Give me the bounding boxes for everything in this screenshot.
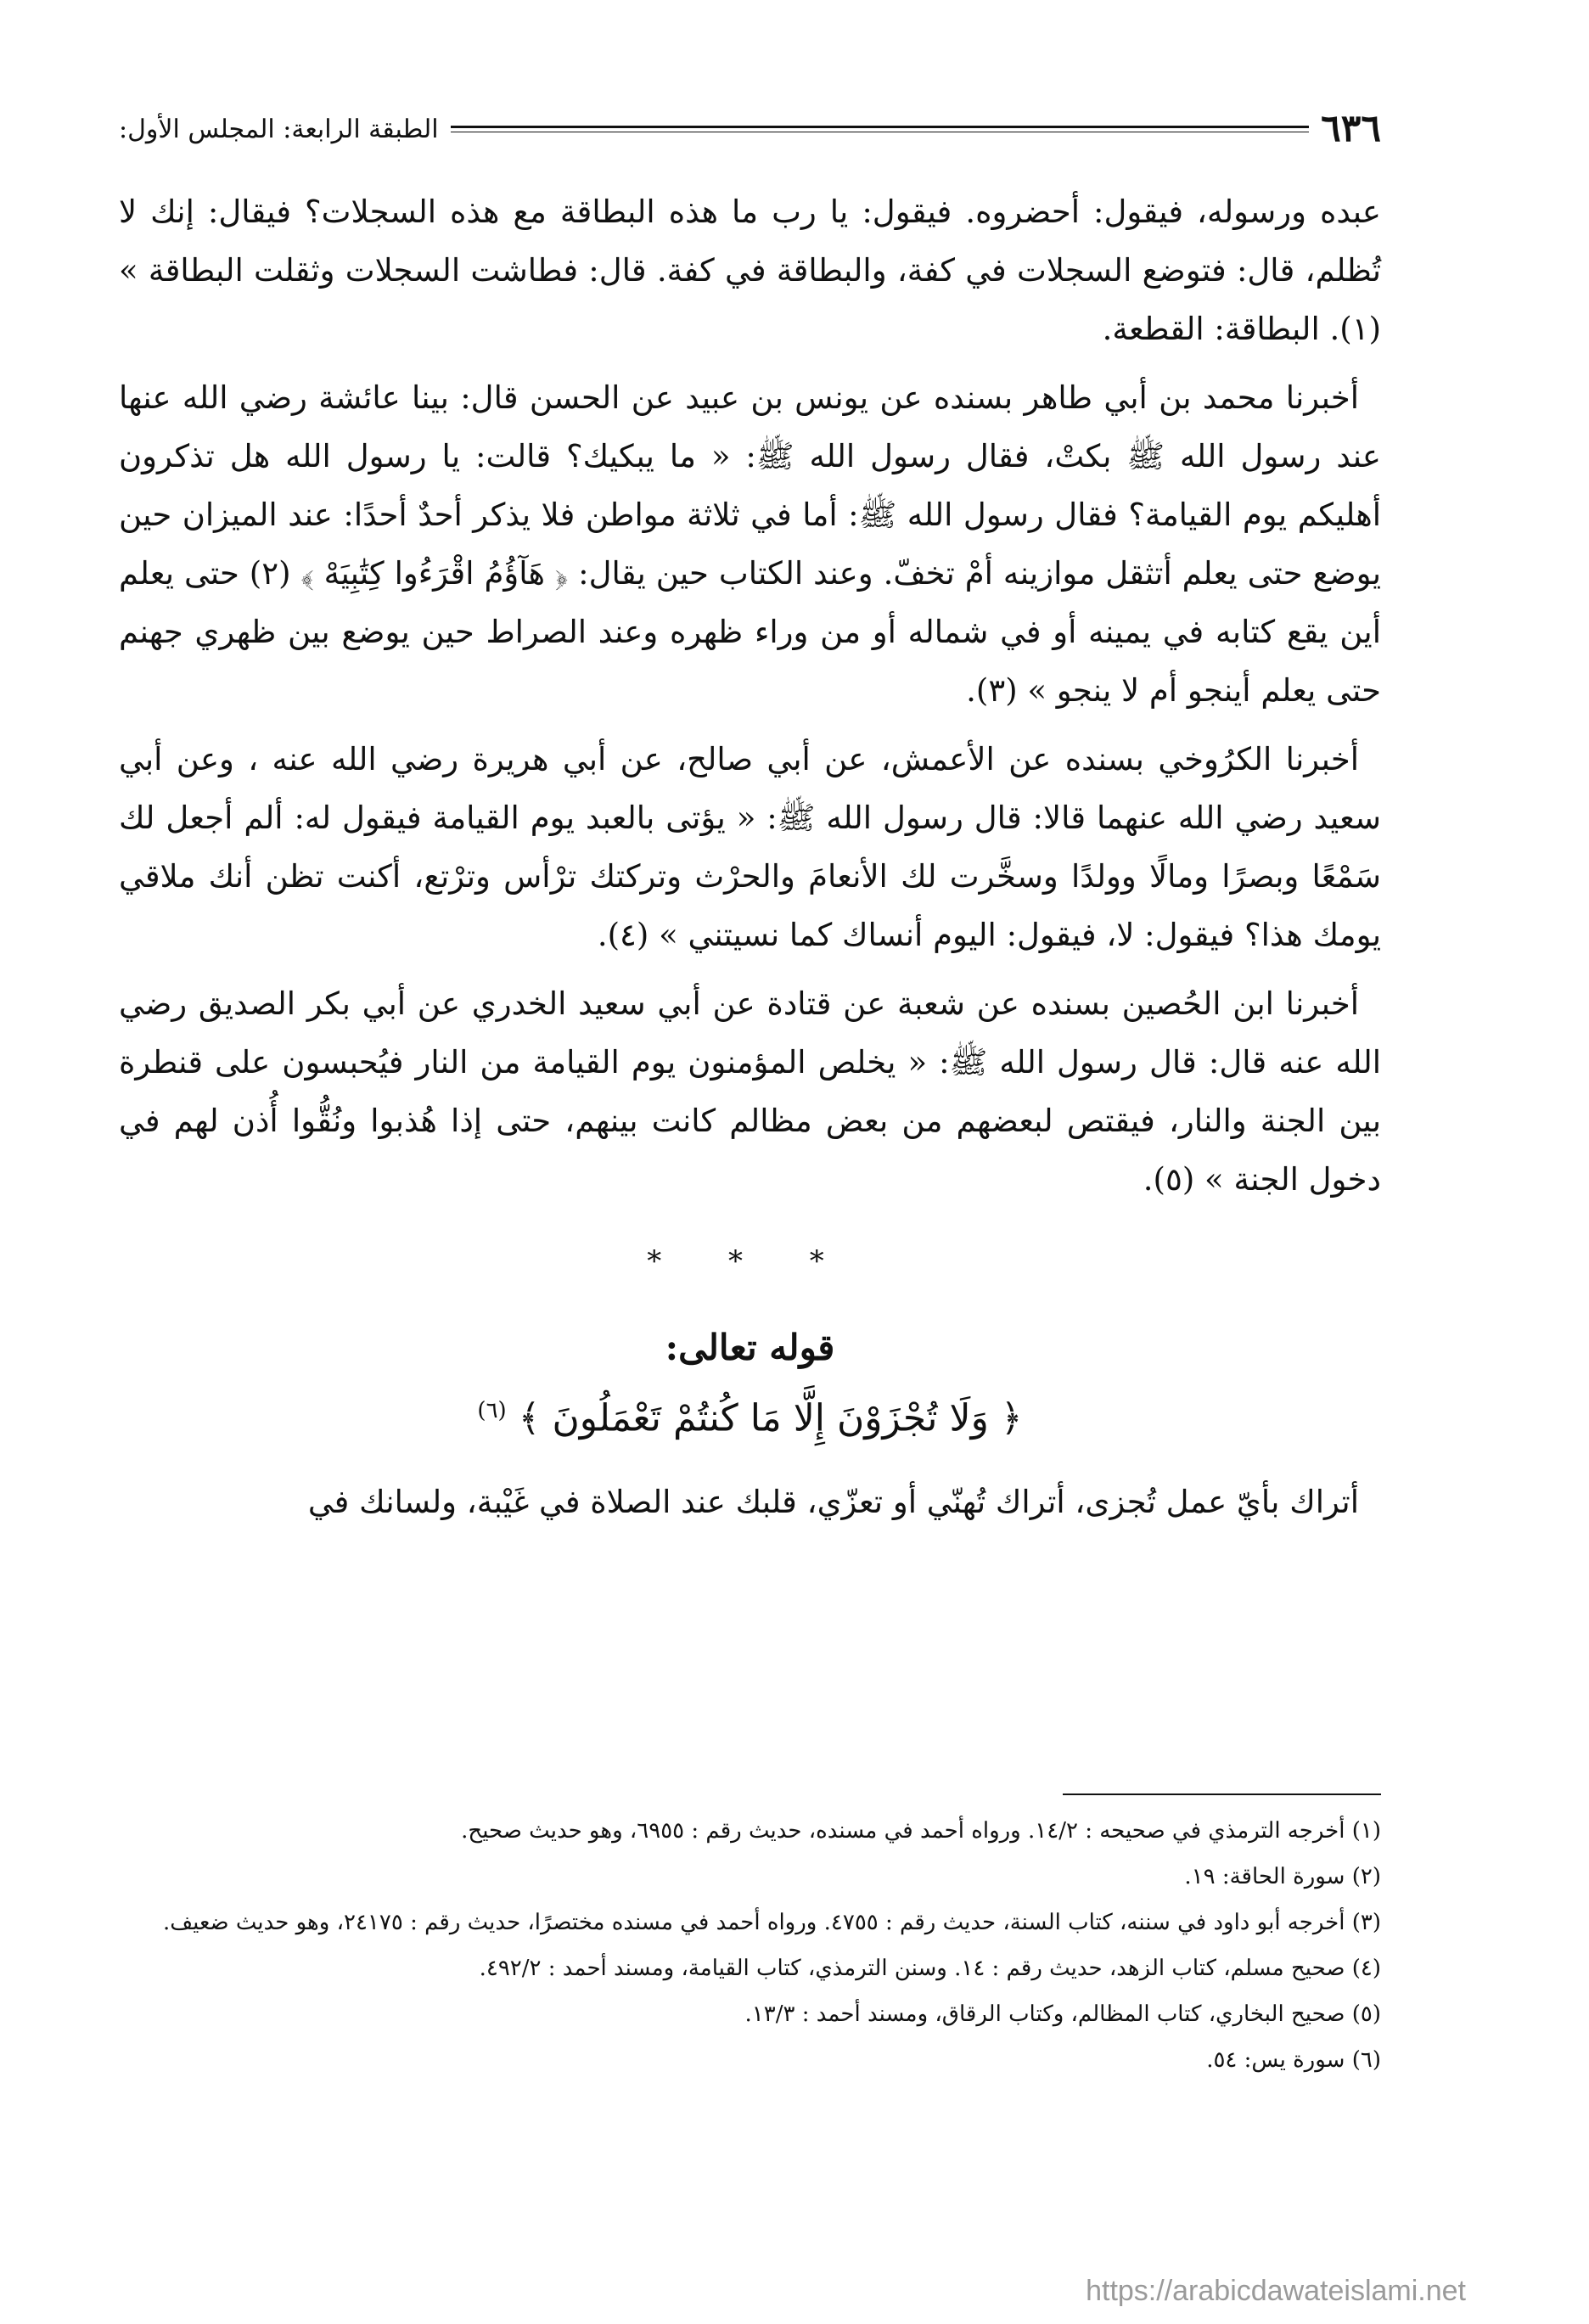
footnote-4: (٤) صحيح مسلم، كتاب الزهد، حديث رقم : ١٤. وسنن الترمذي، كتاب القيامة، ومسند أحمد : ٤٩٢/٢. (479, 1956, 1381, 1981)
footnote-divider (1063, 1794, 1381, 1795)
page-number: ٦٣٦ (1321, 107, 1381, 150)
quran-verse (119, 1379, 1381, 1451)
verse-footnote-ref: (٦) (477, 1398, 507, 1423)
paragraph-4: أخبرنا ابن الحُصين بسنده عن شعبة عن قتادة عن أبي سعيد الخدري عن أبي بكر الصديق رضي الله عنه قال: قال رسول الله ﷺ: « يخلص المؤمنون يوم القيامة من النار فيُحبسون على قنطرة بين الجنة والنار، فيقتص لبعضهم من بعض مظالم كانت بينهم، حتى إذا هُذبوا ونُقُّوا أُذن لهم في دخول الجنة » (٥). (119, 985, 1381, 1198)
paragraph-1: عبده ورسوله، فيقول: أحضروه. فيقول: يا رب ما هذه البطاقة مع هذه السجلات؟ فيقال: إنك لا تُظلم، قال: فتوضع السجلات في كفة، والبطاقة في كفة. قال: فطاشت السجلات وثقلت البطاقة » (١). البطاقة: القطعة. (119, 194, 1381, 347)
main-text (119, 182, 1381, 1541)
footnote-5: (٥) صحيح البخاري، كتاب المظالم، وكتاب الرقاق، ومسند أحمد : ١٣/٣. (744, 2001, 1381, 2027)
verse-text: ﴿ وَلَا تُجْزَوْنَ إِلَّا مَا كُنتُمْ تَعْمَلُونَ ﴾ (518, 1396, 1023, 1440)
header-rule (451, 126, 1310, 132)
paragraph-3: أخبرنا الكرُوخي بسنده عن الأعمش، عن أبي صالح، عن أبي هريرة رضي الله عنه ، وعن أبي سعيد رضي الله عنهما قالا: قال رسول الله ﷺ: « يؤتى بالعبد يوم القيامة فيقول له: ألم أجعل لك سَمْعًا وبصرًا ومالًا وولدًا وسخَّرت لك الأنعامَ والحرْث وتركتك ترْأس وترْتع، أكنت تظن أنك ملاقي يومك هذا؟ فيقول: لا، فيقول: اليوم أنساك كما نسيتني » (٤). (119, 741, 1381, 953)
footnote-6: (٦) سورة يس: ٥٤. (1206, 2047, 1381, 2073)
chapter-title: الطبقة الرابعة: المجلس الأول: (119, 114, 439, 144)
running-header (119, 107, 1381, 150)
footnote-2: (٢) سورة الحاقة: ١٩. (1184, 1864, 1381, 1889)
section-heading: قوله تعالى: (665, 1327, 835, 1368)
footnote-3: (٣) أخرجه أبو داود في سننه، كتاب السنة، حديث رقم : ٤٧٥٥. ورواه أحمد في مسنده مختصرًا، حديث رقم : ٢٤١٧٥، وهو حديث ضعيف. (162, 1910, 1381, 1935)
footnotes (119, 1808, 1381, 2083)
section-separator: * * * (647, 1244, 853, 1278)
closing-paragraph: أتراك بأيّ عمل تُجزى، أتراك تُهنّي أو تعزّي، قلبك عند الصلاة في غَيْبة، ولسانك في (307, 1483, 1359, 1520)
paragraph-2: أخبرنا محمد بن أبي طاهر بسنده عن يونس بن عبيد عن الحسن قال: بينا عائشة رضي الله عنها عند رسول الله ﷺ بكتْ، فقال رسول الله ﷺ: « ما يبكيك؟ قالت: يا رسول الله هل تذكرون أهليكم يوم القيامة؟ فقال رسول الله ﷺ: أما في ثلاثة مواطن فلا يذكر أحدٌ أحدًا: عند الميزان حين يوضع حتى يعلم أتثقل موازينه أمْ تخفّ. وعند الكتاب حين يقال: ﴿ هَآؤُمُ اقْرَءُوا كِتَٰبِيَهْ ﴾ (٢) حتى يعلم أين يقع كتابه في يمينه أو في شماله أو من وراء ظهره وعند الصراط حين يوضع بين ظهري جهنم حتى يعلم أينجو أم لا ينجو » (٣). (119, 379, 1381, 709)
footnote-1: (١) أخرجه الترمذي في صحيحه : ١٤/٢. ورواه أحمد في مسنده، حديث رقم : ٦٩٥٥، وهو حديث صحيح. (461, 1818, 1381, 1844)
watermark-url: https://arabicdawateislami.net (1086, 2275, 1466, 2307)
